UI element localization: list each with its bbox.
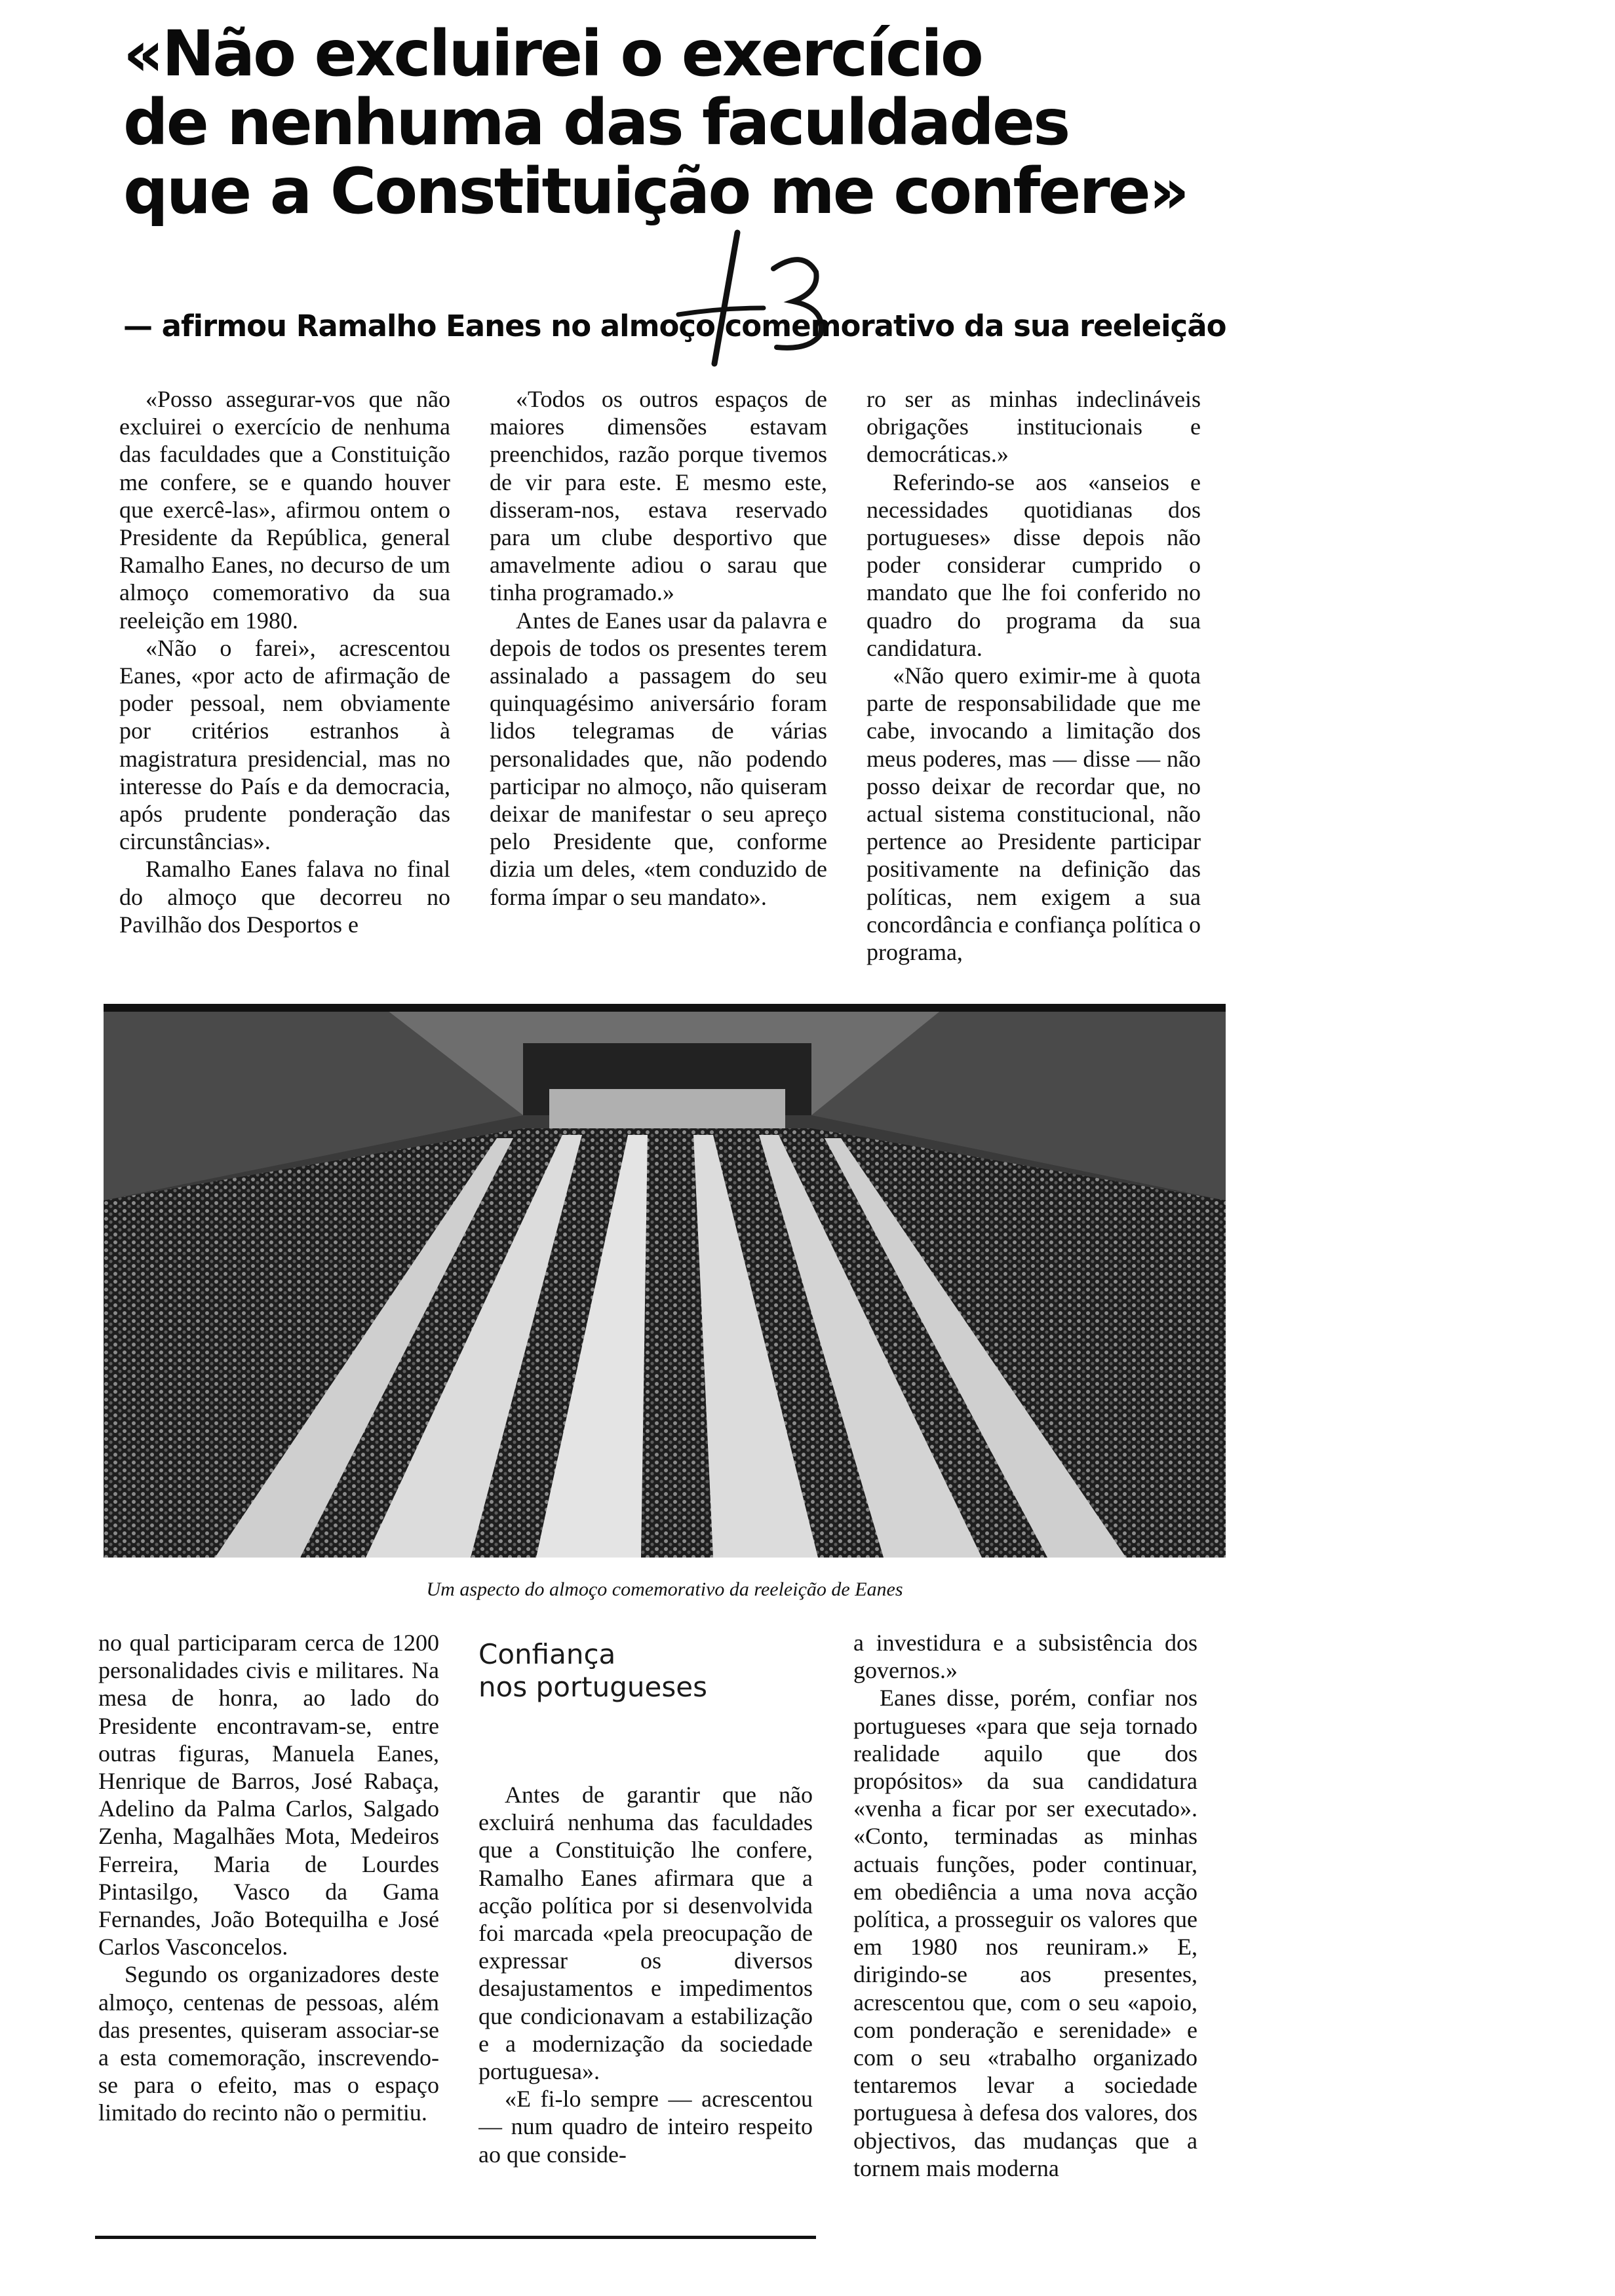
paragraph: «Não o farei», acrescentou Eanes, «por acto de afirmação de poder pessoal, nem obviamente por critérios estranhos à magistratura presidencial, mas no interesse do País e da democracia, após prudente ponderação das circunstâncias». xyxy=(119,634,450,855)
column-rule xyxy=(95,2236,816,2239)
paragraph: Ramalho Eanes falava no final do almoço que decorreu no Pavilhão dos Desportos e xyxy=(119,856,450,938)
event-photo xyxy=(104,1004,1226,1558)
paragraph: Eanes disse, porém, confiar nos portugueses «para que seja tornado realidade aquilo que dos propósitos» da sua candidatura «venha a ficar por ser executado». «Conto, terminadas as minhas actuais funções, poder continuar, em obediência a uma nova acção política, a prosseguir os valores que em 1980 nos reuniram.» E, dirigindo-se aos presentes, acrescentou que, com o seu «apoio, com ponderação e serenidade» e com o seu «trabalho organizado tentaremos levar a sociedade portuguesa à defesa dos valores, dos objectivos, das mudanças que a tornem mais moderna xyxy=(853,1685,1197,2181)
paragraph: «E fi-lo sempre — acrescentou — num quadro de inteiro respeito ao que conside- xyxy=(478,2086,813,2168)
paragraph: «Não quero eximir-me à quota parte de responsabilidade que me cabe, invocando a limitação dos meus poderes, mas — disse — não posso deixar de recordar que, no actual sistema constitucional, não pertence ao Presidente participar positivamente na definição das políticas, nem exigem a sua concordância e confiança política o programa, xyxy=(866,662,1201,966)
article-column-6 xyxy=(853,1629,1197,2212)
photo-caption: Um aspecto do almoço comemorativo da reeleição de Eanes xyxy=(426,1578,903,1600)
paragraph: no qual participaram cerca de 1200 personalidades civis e militares. Na mesa de honra, ao lado do Presidente encontravam-se, entre outras figuras, Manuela Eanes, Henrique de Barros, José Rabaça, Adelino da Palma Carlos, Salgado Zenha, Magalhães Mota, Medeiros Ferreira, Maria de Lourdes Pintasilgo, Vasco da Gama Fernandes, João Botequilha e José Carlos Vasconcelos. xyxy=(98,1630,439,1961)
section-subtitle-line: nos portugueses xyxy=(478,1671,707,1703)
headline-line: «Não excluirei o exercício xyxy=(123,17,982,90)
section-subtitle-line: Confiança xyxy=(478,1638,616,1670)
headline-line: que a Constituição me confere» xyxy=(123,155,1188,228)
headline xyxy=(123,17,1237,228)
section-subtitle xyxy=(478,1638,813,1704)
paragraph: Antes de Eanes usar da palavra e depois de todos os presentes terem assinalado a passagem do seu quinquagésimo aniversário foram lidos telegramas de várias personalidades que, não podendo participar no almoço, não quiseram deixar de manifestar o seu apreço pelo Presidente que, conforme dizia um deles, «tem conduzido de forma ímpar o seu mandato». xyxy=(490,607,827,910)
paragraph: ro ser as minhas indeclináveis obrigações institucionais e democráticas.» xyxy=(866,386,1201,468)
headline-line: de nenhuma das faculdades xyxy=(123,86,1069,159)
paragraph: «Posso assegurar-vos que não excluirei o exercício de nenhuma das faculdades que a Constituição me confere, se e quando houver que exercê-las», afirmou ontem o Presidente da República, general Ramalho Eanes, no decurso de um almoço comemorativo da sua reeleição em 1980. xyxy=(119,386,450,634)
paragraph: Segundo os organizadores deste almoço, centenas de pessoas, além das presentes, quiseram associar-se a esta comemoração, inscrevendo-se para o efeito, mas o espaço limitado do recinto não o permitiu. xyxy=(98,1961,439,2126)
paragraph: «Todos os outros espaços de maiores dimensões estavam preenchidos, razão porque tivemos de vir para este. E mesmo este, disseram-nos, estava reservado para um clube desportivo que amavelmente adiou o sarau que tinha programado.» xyxy=(490,386,827,606)
paragraph: a investidura e a subsistência dos governos.» xyxy=(853,1630,1197,1684)
article-column-3 xyxy=(866,385,1201,988)
article-column-2 xyxy=(490,385,827,988)
article-column-5 xyxy=(478,1629,813,2212)
paragraph: Referindo-se aos «anseios e necessidades quotidianas dos portugueses» disse depois não poder considerar cumprido o mandato que lhe foi conferido no quadro do programa da sua candidatura. xyxy=(866,469,1201,661)
paragraph: Antes de garantir que não excluirá nenhuma das faculdades que a Constituição lhe confere, Ramalho Eanes afirmara que a acção política por si desenvolvida foi marcada «pela preocupação de expressar os diversos desajustamentos e impedimentos que condicionavam a estabilização e a modernização da sociedade portuguesa». xyxy=(478,1782,813,2085)
article-column-4 xyxy=(98,1629,439,2212)
handwritten-page-mark xyxy=(675,210,846,373)
article-column-1 xyxy=(119,385,450,988)
subhead: — afirmou Ramalho Eanes no almoço comemorativo da sua reeleição xyxy=(123,309,1226,343)
